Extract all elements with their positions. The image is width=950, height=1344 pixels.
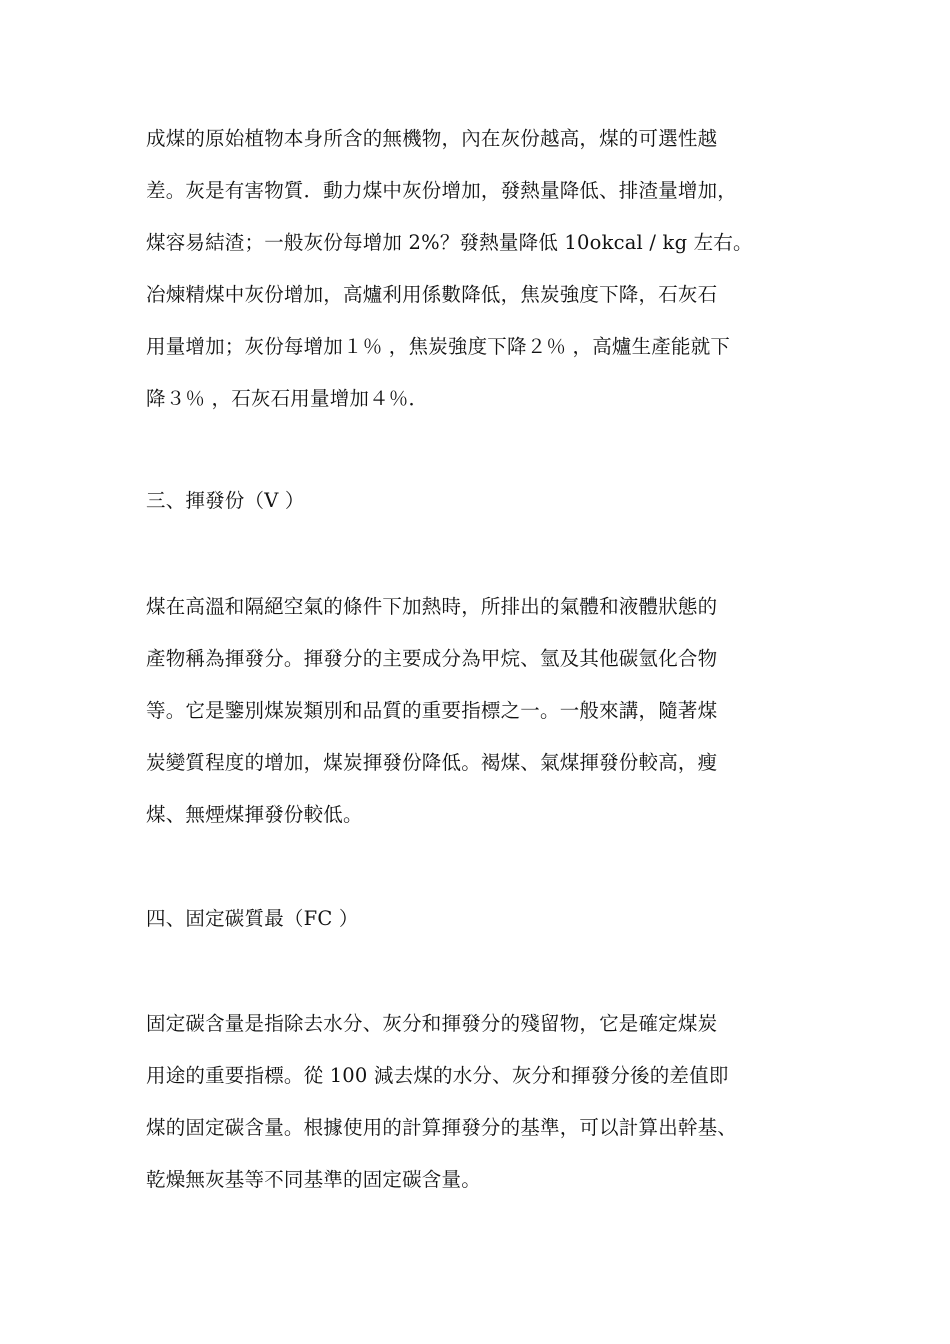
fixed-carbon-paragraph-line-4: 乾燥無灰基等不同基準的固定碳含量。 — [146, 1168, 481, 1191]
volatile-paragraph-line-3: 等。它是鑒別煤炭類別和品質的重要指標之一。一般來講，隨著煤 — [146, 699, 718, 722]
volatile-paragraph-line-4: 炭變質程度的增加，煤炭揮發份降低。褐煤、氣煤揮發份較高，瘦 — [146, 751, 718, 774]
ash-paragraph-line-2: 差。灰是有害物質．動力煤中灰份增加，發熱量降低、排渣量增加， — [146, 179, 738, 202]
volatile-paragraph-line-2: 產物稱為揮發分。揮發分的主要成分為甲烷、氫及其他碳氫化合物 — [146, 647, 718, 670]
ash-paragraph-line-1: 成煤的原始植物本身所含的無機物，內在灰份越高，煤的可選性越 — [146, 127, 718, 150]
section-heading-fixed-carbon: 四、固定碳質最（FC ） — [146, 907, 359, 930]
fixed-carbon-paragraph-line-3: 煤的固定碳含量。根據使用的計算揮發分的基準，可以計算出幹基、 — [146, 1116, 738, 1139]
ash-paragraph-line-4: 冶煉精煤中灰份增加，高爐利用係數降低，焦炭強度下降，石灰石 — [146, 283, 718, 306]
ash-paragraph-line-3: 煤容易結渣；一般灰份每增加 2%？發熱量降低 10okcal / kg 左右。 — [146, 231, 753, 254]
volatile-paragraph-line-5: 煤、無煙煤揮發份較低。 — [146, 803, 363, 826]
fixed-carbon-paragraph-line-1: 固定碳含量是指除去水分、灰分和揮發分的殘留物，它是確定煤炭 — [146, 1012, 718, 1035]
fixed-carbon-paragraph-line-2: 用途的重要指標。從 100 減去煤的水分、灰分和揮發分後的差值即 — [146, 1064, 729, 1087]
volatile-paragraph-line-1: 煤在高溫和隔絕空氣的條件下加熱時，所排出的氣體和液體狀態的 — [146, 595, 718, 618]
ash-paragraph-line-5: 用量增加；灰份每增加１％ ，焦炭強度下降２％ ，高爐生產能就下 — [146, 335, 731, 358]
section-heading-volatile: 三、揮發份（V ） — [146, 489, 305, 512]
ash-paragraph-line-6: 降３％ ，石灰石用量增加４％． — [146, 387, 429, 410]
